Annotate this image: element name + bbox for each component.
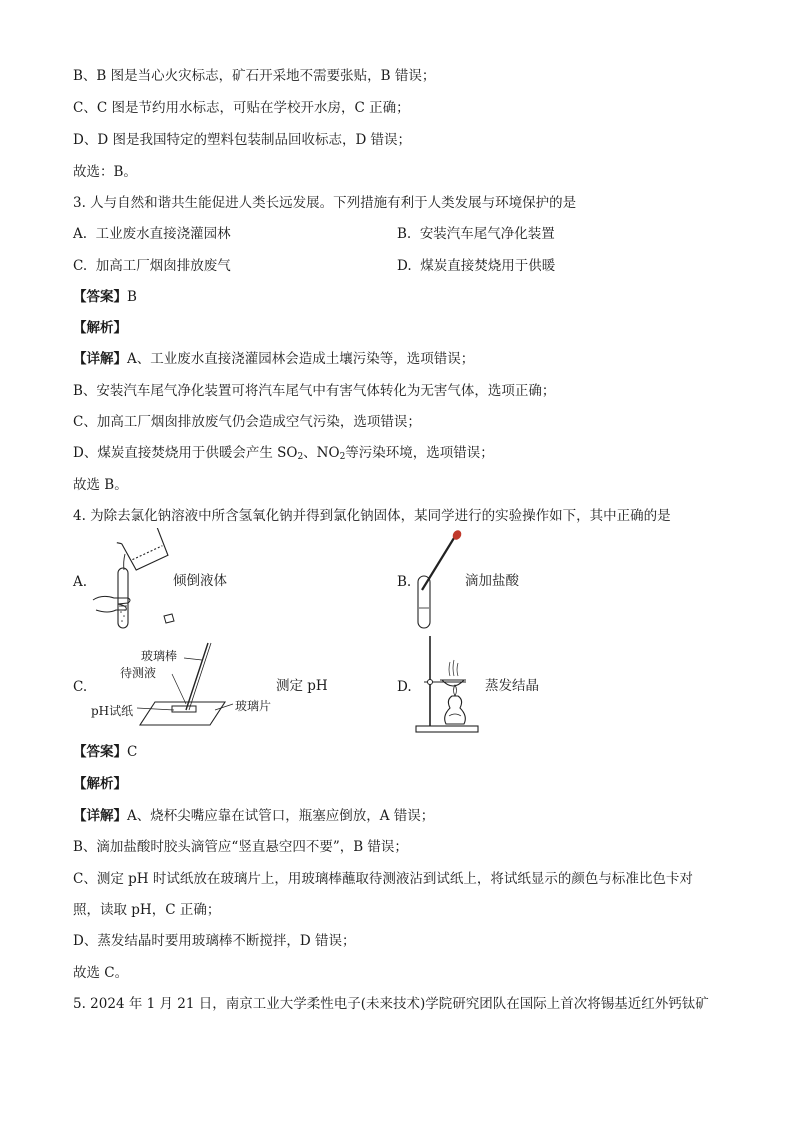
- q3-answer: 【答案】B: [73, 289, 137, 305]
- q3-detail-d: D、煤炭直接焚烧用于供暖会产生 $SO_2$、$NO_2$等污染环境，选项错误；: [73, 445, 494, 462]
- ph-test-figure: [90, 640, 275, 735]
- ph-label-liquid: 待测液: [120, 666, 157, 680]
- q4-detail-d: D、蒸发结晶时要用玻璃棒不断搅拌，D 错误；: [73, 933, 356, 949]
- q4-detail-c2: 照，读取 pH，C 正确；: [73, 902, 221, 918]
- ph-label-paper: pH试纸: [91, 704, 134, 718]
- q4-option-c-caption: 测定 pH: [276, 678, 328, 694]
- q4-answer: 【答案】C: [73, 744, 138, 760]
- ph-label-rod: 玻璃棒: [141, 649, 178, 663]
- q3-option-c: C. 加高工厂烟囱排放废气: [73, 258, 231, 274]
- q3-option-d: D. 煤炭直接焚烧用于供暖: [397, 258, 556, 274]
- q4-option-b-caption: 滴加盐酸: [465, 573, 519, 589]
- q3-option-b: B. 安装汽车尾气净化装置: [397, 226, 555, 242]
- dropper-figure: [410, 528, 470, 633]
- q4-option-c-letter: C.: [73, 679, 88, 695]
- ph-label-plate: 玻璃片: [235, 699, 272, 713]
- q4-option-b-letter: B.: [397, 574, 412, 590]
- pouring-liquid-figure: [88, 528, 183, 633]
- q4-stem: 4. 为除去氯化钠溶液中所含氢氧化钠并得到氯化钠固体，某同学进行的实验操作如下，其中正确的是: [73, 508, 671, 524]
- q4-analysis-tag: 【解析】: [73, 776, 127, 792]
- evaporation-figure: [412, 632, 484, 736]
- q3-detail-c: C、加高工厂烟囱排放废气仍会造成空气污染，选项错误；: [73, 414, 421, 430]
- q3-option-a: A. 工业废水直接浇灌园林: [73, 226, 231, 242]
- q4-option-d-caption: 蒸发结晶: [485, 678, 539, 694]
- q2-explain-c: C、C 图是节约用水标志，可贴在学校开水房，C 正确；: [73, 100, 410, 116]
- q4-detail-c1: C、测定 pH 时试纸放在玻璃片上，用玻璃棒蘸取待测液沾到试纸上，将试纸显示的颜色与标准比色卡对: [73, 871, 693, 887]
- q3-detail-b: B、安装汽车尾气净化装置可将汽车尾气中有害气体转化为无害气体，选项正确；: [73, 383, 556, 399]
- q4-option-a-caption: 倾倒液体: [173, 573, 227, 589]
- q4-detail-a: 【详解】A、烧杯尖嘴应靠在试管口，瓶塞应倒放，A 错误；: [73, 808, 435, 824]
- q3-detail-a: 【详解】A、工业废水直接浇灌园林会造成土壤污染等，选项错误；: [73, 351, 475, 367]
- q2-explain-b: B、B 图是当心火灾标志，矿石开采地不需要张贴，B 错误；: [73, 68, 436, 84]
- q3-stem: 3. 人与自然和谐共生能促进人类长远发展。下列措施有利于人类发展与环境保护的是: [73, 195, 577, 211]
- q4-detail-b: B、滴加盐酸时胶头滴管应“竖直悬空四不要”，B 错误；: [73, 839, 408, 855]
- q2-choice: 故选：B。: [73, 164, 137, 180]
- q4-choice: 故选 C。: [73, 965, 129, 981]
- q3-analysis-tag: 【解析】: [73, 320, 127, 336]
- q3-choice: 故选 B。: [73, 477, 128, 493]
- q4-option-a-letter: A.: [73, 574, 88, 590]
- q4-option-d-letter: D.: [397, 679, 412, 695]
- q5-stem: 5. 2024 年 1 月 21 日，南京工业大学柔性电子(未来技术)学院研究团队在国际上首次将锡基近红外钙钛矿: [73, 996, 709, 1012]
- q2-explain-d: D、D 图是我国特定的塑料包装制品回收标志，D 错误；: [73, 132, 412, 148]
